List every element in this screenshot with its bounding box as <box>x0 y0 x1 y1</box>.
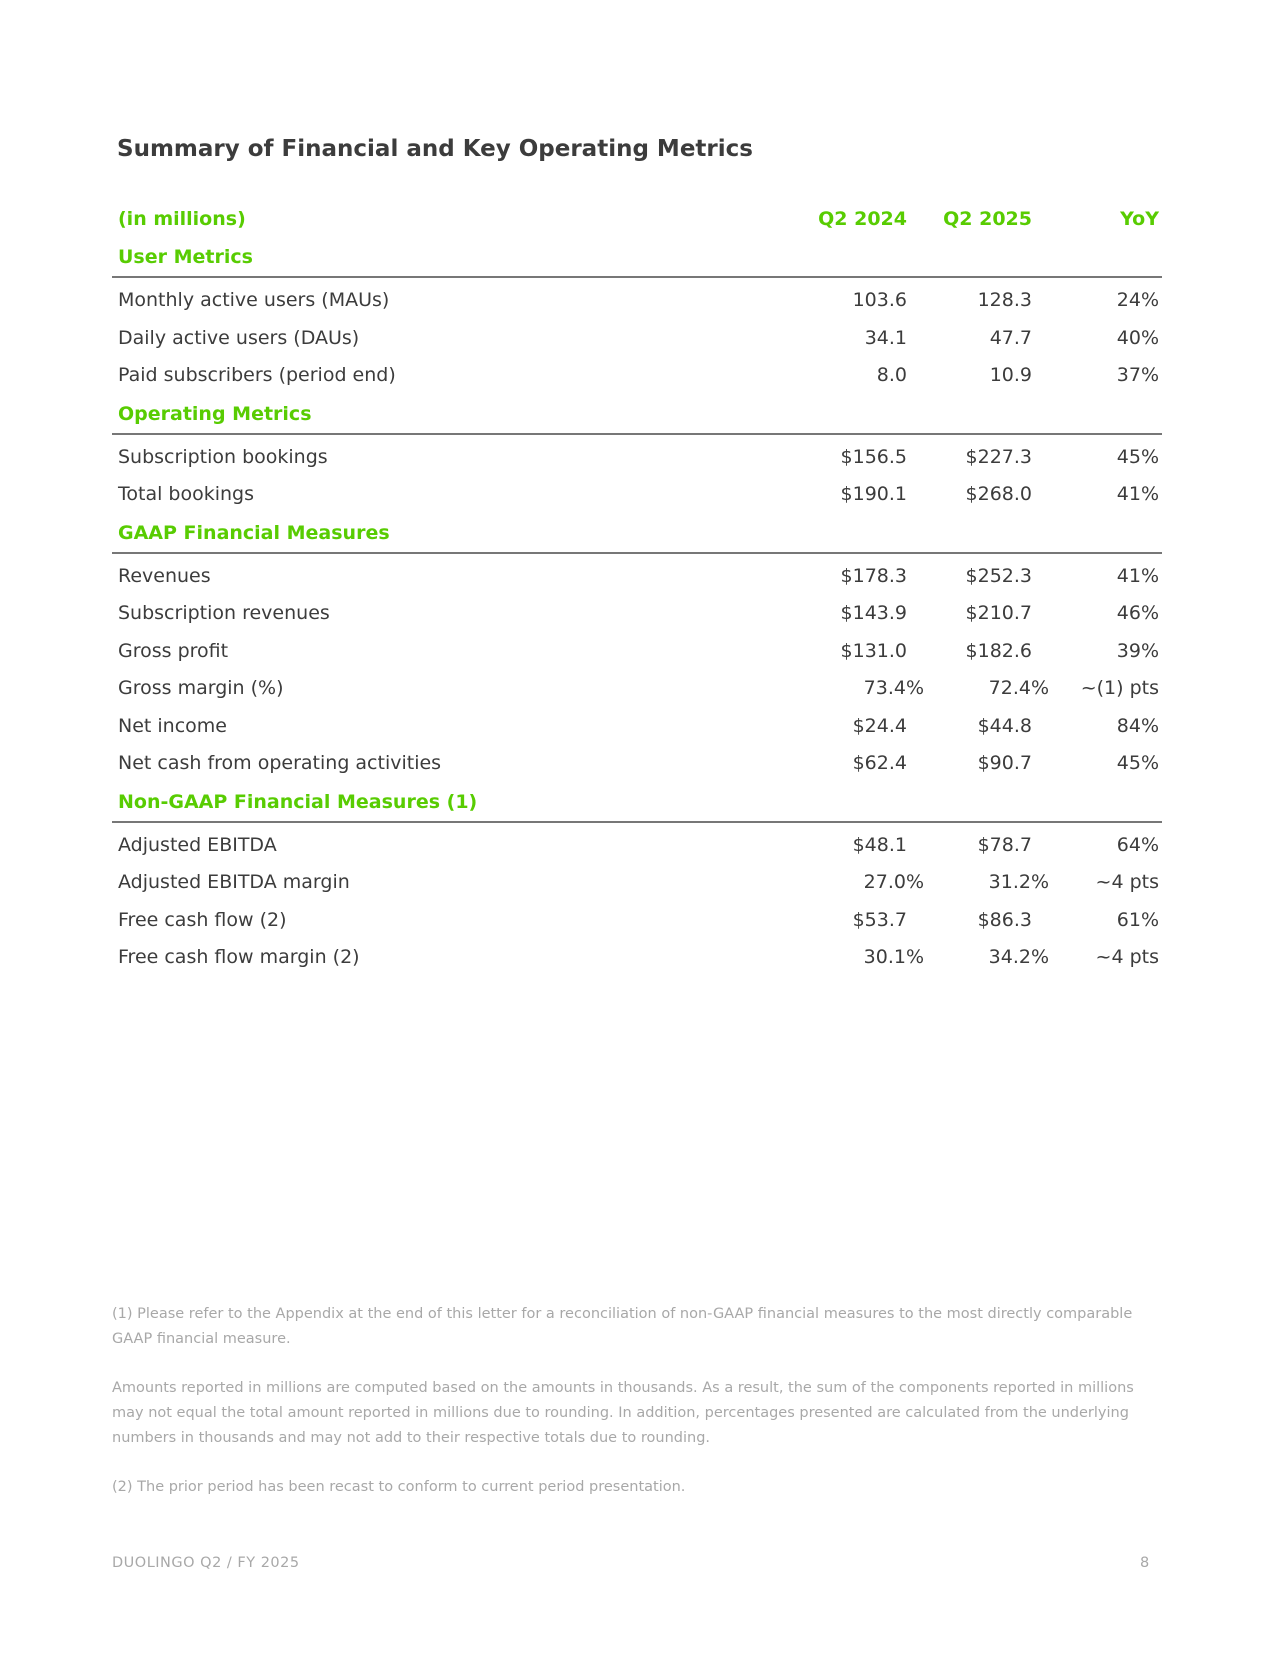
table-row <box>112 902 1162 940</box>
value-q2-2024: $143.9 <box>840 602 907 624</box>
page-title: Summary of Financial and Key Operating Metrics <box>117 136 753 162</box>
value-q2-2025: 47.7 <box>989 326 1032 349</box>
header-yoy: YoY <box>1120 208 1159 230</box>
value-q2-2024: $178.3 <box>840 564 907 587</box>
table-row <box>112 939 1162 977</box>
page-number: 8 <box>1140 1555 1150 1571</box>
value-q2-2024: $131.0 <box>840 639 907 662</box>
section-header-user-metrics <box>112 238 1162 278</box>
footnote-1: (1) Please refer to the Appendix at the end of this letter for a reconciliation of non-GAAP financial measures to the most directly comparable GAAP financial measure. <box>112 1306 1133 1347</box>
value-q2-2025: 72.4% <box>988 677 1049 699</box>
header-q2-2024: Q2 2024 <box>818 208 907 230</box>
header-q2-2025: Q2 2025 <box>943 208 1032 230</box>
row-label: Net income <box>118 714 227 737</box>
header-units: (in millions) <box>118 208 246 230</box>
value-q2-2025: 128.3 <box>977 289 1032 311</box>
footnote-2: (2) The prior period has been recast to conform to current period presentation. <box>112 1479 686 1495</box>
value-yoy: 37% <box>1116 364 1159 386</box>
section-header-non-gaap <box>112 783 1162 823</box>
table-row <box>112 439 1162 477</box>
value-yoy: 45% <box>1116 752 1159 774</box>
value-yoy: 61% <box>1116 908 1159 931</box>
rounding-note: Amounts reported in millions are computed based on the amounts in thousands. As a result, the sum of the components reported in millions may not equal the total amount reported in millions due to rounding. In addition, percentages presented are calculated from the underlying numbers in thousands and may not add to their respective totals due to rounding. <box>112 1380 1134 1446</box>
footnotes <box>112 1302 1162 1524</box>
row-label: Daily active users (DAUs) <box>118 326 360 349</box>
table-row <box>112 357 1162 395</box>
value-q2-2025: $78.7 <box>977 833 1032 856</box>
row-label: Total bookings <box>118 483 255 505</box>
row-label: Subscription bookings <box>118 445 328 468</box>
row-label: Free cash flow margin (2) <box>118 946 360 968</box>
value-q2-2024: $24.4 <box>852 714 907 737</box>
value-yoy: 84% <box>1116 714 1159 737</box>
table-row <box>112 864 1162 902</box>
table-row <box>112 827 1162 865</box>
table-header-row <box>112 200 1162 238</box>
table-row <box>112 476 1162 514</box>
value-yoy: 24% <box>1116 289 1159 311</box>
value-yoy: ~4 pts <box>1095 871 1159 893</box>
value-yoy: 64% <box>1116 833 1159 856</box>
value-q2-2025: $227.3 <box>965 445 1032 468</box>
value-q2-2025: $182.6 <box>965 639 1032 662</box>
row-label: Gross margin (%) <box>118 677 284 699</box>
table-row <box>112 595 1162 633</box>
row-label: Revenues <box>118 564 211 587</box>
table-row <box>112 670 1162 708</box>
section-header-operating-metrics <box>112 395 1162 435</box>
value-q2-2025: $252.3 <box>965 564 1032 587</box>
value-q2-2025: $210.7 <box>965 602 1032 624</box>
value-yoy: 41% <box>1116 483 1159 505</box>
row-label: Adjusted EBITDA margin <box>118 871 350 893</box>
value-q2-2024: $48.1 <box>852 833 907 856</box>
table-row <box>112 282 1162 320</box>
value-q2-2025: 10.9 <box>989 364 1032 386</box>
value-q2-2024: 30.1% <box>863 946 924 968</box>
value-yoy: 46% <box>1116 602 1159 624</box>
row-label: Gross profit <box>118 639 229 662</box>
row-label: Subscription revenues <box>118 602 330 624</box>
value-q2-2025: $268.0 <box>965 483 1032 505</box>
value-q2-2024: 103.6 <box>852 289 907 311</box>
section-header-gaap <box>112 514 1162 554</box>
value-yoy: 45% <box>1116 445 1159 468</box>
table-row <box>112 633 1162 671</box>
row-label: Free cash flow (2) <box>118 908 287 931</box>
footer-report-name: DUOLINGO Q2 / FY 2025 <box>112 1555 300 1571</box>
value-yoy: ~(1) pts <box>1080 677 1159 699</box>
section-title: GAAP Financial Measures <box>118 521 390 544</box>
value-q2-2024: $190.1 <box>840 483 907 505</box>
value-q2-2024: $62.4 <box>852 752 907 774</box>
table-row <box>112 745 1162 783</box>
value-q2-2025: $44.8 <box>977 714 1032 737</box>
value-q2-2025: $90.7 <box>977 752 1032 774</box>
row-label: Monthly active users (MAUs) <box>118 289 390 311</box>
value-yoy: 39% <box>1116 639 1159 662</box>
value-q2-2024: 73.4% <box>863 677 924 699</box>
value-q2-2024: $156.5 <box>840 445 907 468</box>
value-q2-2024: 8.0 <box>876 364 907 386</box>
value-q2-2025: 34.2% <box>988 946 1049 968</box>
table-row <box>112 320 1162 358</box>
row-label: Adjusted EBITDA <box>118 833 277 856</box>
value-q2-2024: 27.0% <box>863 871 924 893</box>
value-q2-2024: $53.7 <box>852 908 907 931</box>
section-title: Non-GAAP Financial Measures (1) <box>118 790 478 813</box>
value-q2-2025: 31.2% <box>988 871 1049 893</box>
section-title: User Metrics <box>118 246 253 268</box>
table-row <box>112 708 1162 746</box>
value-yoy: ~4 pts <box>1095 946 1159 968</box>
value-yoy: 41% <box>1116 564 1159 587</box>
table-row <box>112 558 1162 596</box>
value-q2-2025: $86.3 <box>977 908 1032 931</box>
row-label: Net cash from operating activities <box>118 752 442 774</box>
value-q2-2024: 34.1 <box>864 326 907 349</box>
financial-metrics-table <box>112 200 1162 977</box>
row-label: Paid subscribers (period end) <box>118 364 396 386</box>
section-title: Operating Metrics <box>118 402 312 425</box>
value-yoy: 40% <box>1116 326 1159 349</box>
